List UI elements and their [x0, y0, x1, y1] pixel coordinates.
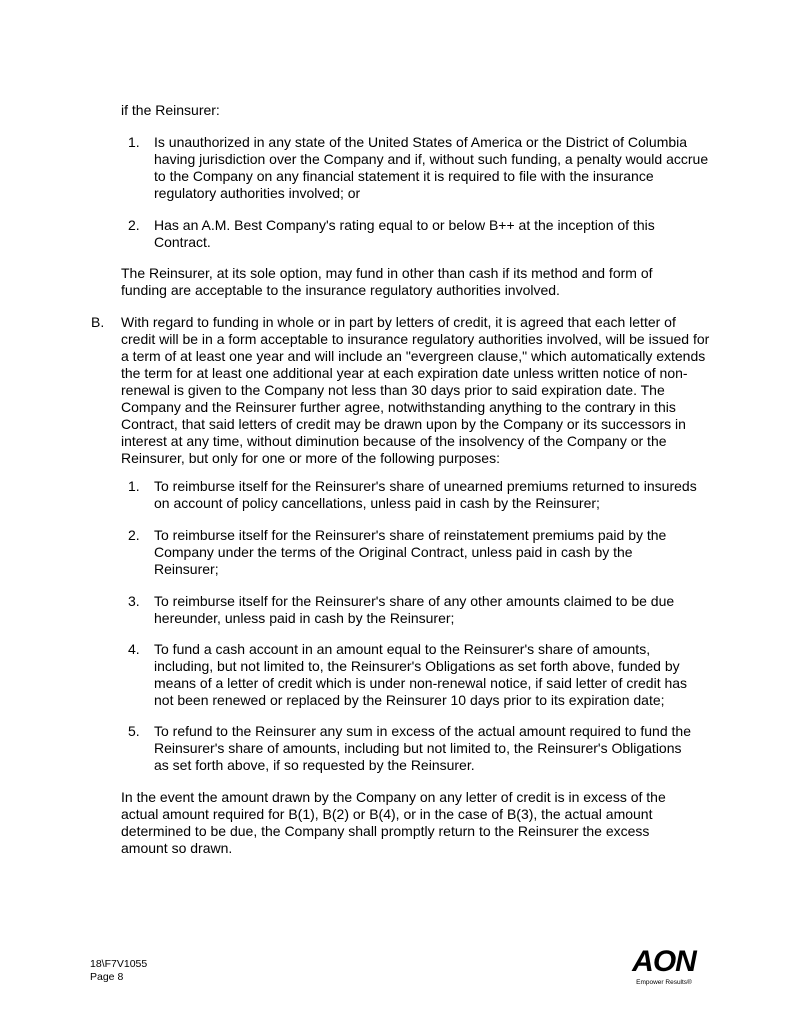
- list2-item-3-number: 3.: [128, 593, 140, 609]
- section-b-label: B.: [91, 314, 105, 330]
- footer: [90, 958, 147, 984]
- page-number: Page 8: [90, 971, 124, 983]
- option-paragraph: The Reinsurer, at its sole option, may fund in other than cash if its method and form of funding are acceptable to the insurance regulatory authorities involved.: [121, 265, 653, 298]
- list1-item-1-text: Is unauthorized in any state of the United States of America or the District of Columbia having jurisdiction over the Company and if, without such funding, a penalty would accrue to the Company on any financial statement it is required to file with the insurance regulatory authorities involved; or: [154, 134, 709, 201]
- aon-logo: [628, 942, 700, 990]
- list2-item-5-text: To refund to the Reinsurer any sum in excess of the actual amount required to fund the Reinsurer's share of amounts, including but not limited to, the Reinsurer's Obligations as set forth above, if so requested by the Reinsurer.: [154, 723, 691, 773]
- list2-item-4-text: To fund a cash account in an amount equal to the Reinsurer's share of amounts, including, but not limited to, the Reinsurer's Obligations as set forth above, funded by means of a letter of credit which is under non-renewal notice, if said letter of credit has not been renewed or replaced by the Reinsurer 10 days prior to its expiration date;: [154, 641, 688, 708]
- list2-item-1-number: 1.: [128, 478, 140, 494]
- document-code: 18\F7V1055: [90, 958, 148, 970]
- list1-item-2-text: Has an A.M. Best Company's rating equal to or below B++ at the inception of this Contract.: [154, 217, 655, 250]
- list2-item-2-text: To reimburse itself for the Reinsurer's share of reinstatement premiums paid by the Company under the terms of the Original Contract, unless paid in cash by the Reinsurer;: [154, 527, 667, 577]
- list2-item-2-number: 2.: [128, 527, 140, 543]
- list1-item-1-number: 1.: [128, 134, 140, 150]
- list1-item-2-number: 2.: [128, 217, 140, 233]
- event-paragraph: In the event the amount drawn by the Company on any letter of credit is in excess of the actual amount required for B(1), B(2) or B(4), or in the case of B(3), the actual amount determined to be due, the Company shall promptly return to the Reinsurer the excess amount so drawn.: [121, 789, 666, 856]
- list2-item-5-number: 5.: [128, 723, 140, 739]
- list2-item-1-text: To reimburse itself for the Reinsurer's share of unearned premiums returned to insureds on account of policy cancellations, unless paid in cash by the Reinsurer;: [154, 478, 697, 511]
- aon-tagline: Empower Results®: [636, 979, 692, 986]
- list2-item-3-text: To reimburse itself for the Reinsurer's share of any other amounts claimed to be due hereunder, unless paid in cash by the Reinsurer;: [154, 593, 675, 626]
- intro-text: if the Reinsurer:: [121, 102, 220, 118]
- aon-wordmark: AON: [632, 945, 696, 978]
- section-b-text: With regard to funding in whole or in part by letters of credit, it is agreed that each letter of credit will be in a form acceptable to insurance regulatory authorities involved, will be issued for a term of at least one year and will include an "evergreen clause," which automatically extends the term for at least one additional year at each expiration date unless written notice of non-renewal is given to the Company not less than 30 days prior to said expiration date. The Company and the Reinsurer further agree, notwithstanding anything to the contrary in this Contract, that said letters of credit may be drawn upon by the Company or its successors in interest at any time, without diminution because of the insolvency of the Company or the Reinsurer, but only for one or more of the following purposes:: [121, 314, 710, 466]
- list2-item-4-number: 4.: [128, 641, 140, 657]
